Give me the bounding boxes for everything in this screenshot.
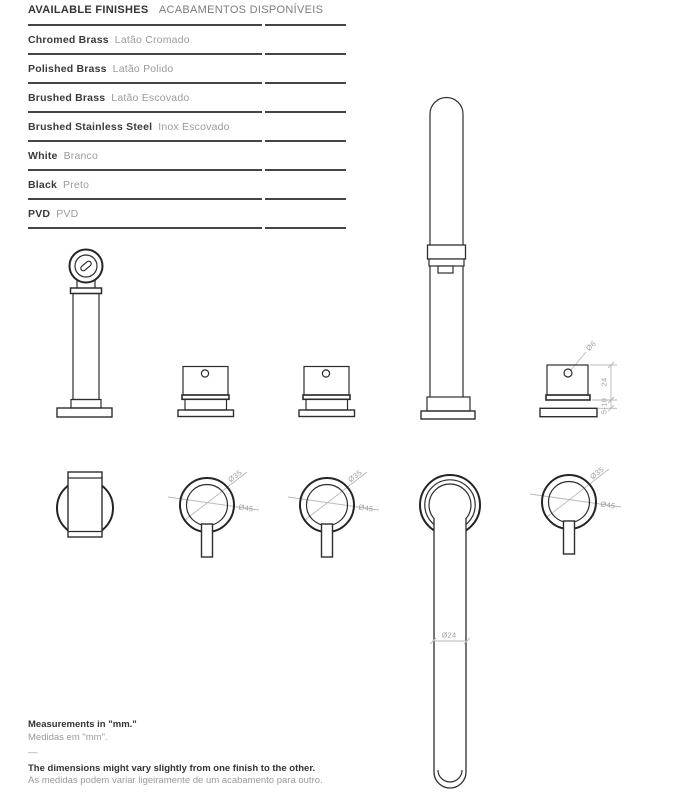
dim-label-inner-diameter: Ø35 [588,464,606,482]
dim-label-inner-diameter: Ø35 [226,467,244,485]
measurements-note-en: Measurements in "mm." [28,719,137,730]
spout-side-view [421,98,475,420]
dim-label-outer-diameter: Ø45 [599,499,617,511]
dim-label-pin-diameter: Ø6 [584,339,598,353]
finish-name-en: Polished Brass [28,62,107,75]
dim-label-handle-height: 24 [599,377,609,387]
finish-name-en: Brushed Brass [28,91,106,104]
handle-top-view-3 [530,465,621,554]
valve-column-side-view [57,250,112,418]
finish-name-en: White [28,149,58,162]
handle-top-view-1 [168,468,259,557]
variance-note-en: The dimensions might vary slightly from one finish to the other. [28,762,316,774]
page-title-en: AVAILABLE FINISHES [28,4,149,16]
finish-name-pt: Branco [63,149,99,162]
finish-name-pt: PVD [56,207,79,220]
dim-label-outer-diameter: Ø45 [237,502,255,514]
dim-label-deck-thickness: 5-10 [599,397,609,415]
page-title-pt: ACABAMENTOS DISPONÍVEIS [158,4,324,16]
finish-name-pt: Inox Escovado [158,120,230,133]
finish-name-en: Black [28,178,58,191]
finish-name-en: Brushed Stainless Steel [28,120,153,133]
finish-name-pt: Latão Cromado [114,33,190,46]
measurements-note-pt: Medidas em "mm". [28,731,108,743]
dim-label-tube-diameter: Ø24 [441,630,457,640]
spout-outlet [438,266,453,273]
variance-note-pt: As medidas podem variar ligeiramente de um acabamento para outro. [28,775,323,786]
spout-top-view [420,475,480,788]
handle-side-view-2 [299,367,355,417]
finish-name-pt: Latão Polido [112,62,174,75]
valve-column-top-view [57,472,113,537]
handle-side-view-1 [178,367,234,417]
finish-name-pt: Latão Escovado [111,91,190,104]
finish-name-en: PVD [28,207,51,220]
footer-notes [28,719,323,788]
footer-divider: — [28,747,38,758]
handle-side-view-dimensioned [540,339,617,417]
finish-name-en: Chromed Brass [28,33,109,46]
handle-top-view-2 [288,468,379,557]
finish-name-pt: Preto [63,178,90,191]
dim-label-inner-diameter: Ø35 [346,467,364,485]
dim-label-outer-diameter: Ø45 [357,502,375,514]
